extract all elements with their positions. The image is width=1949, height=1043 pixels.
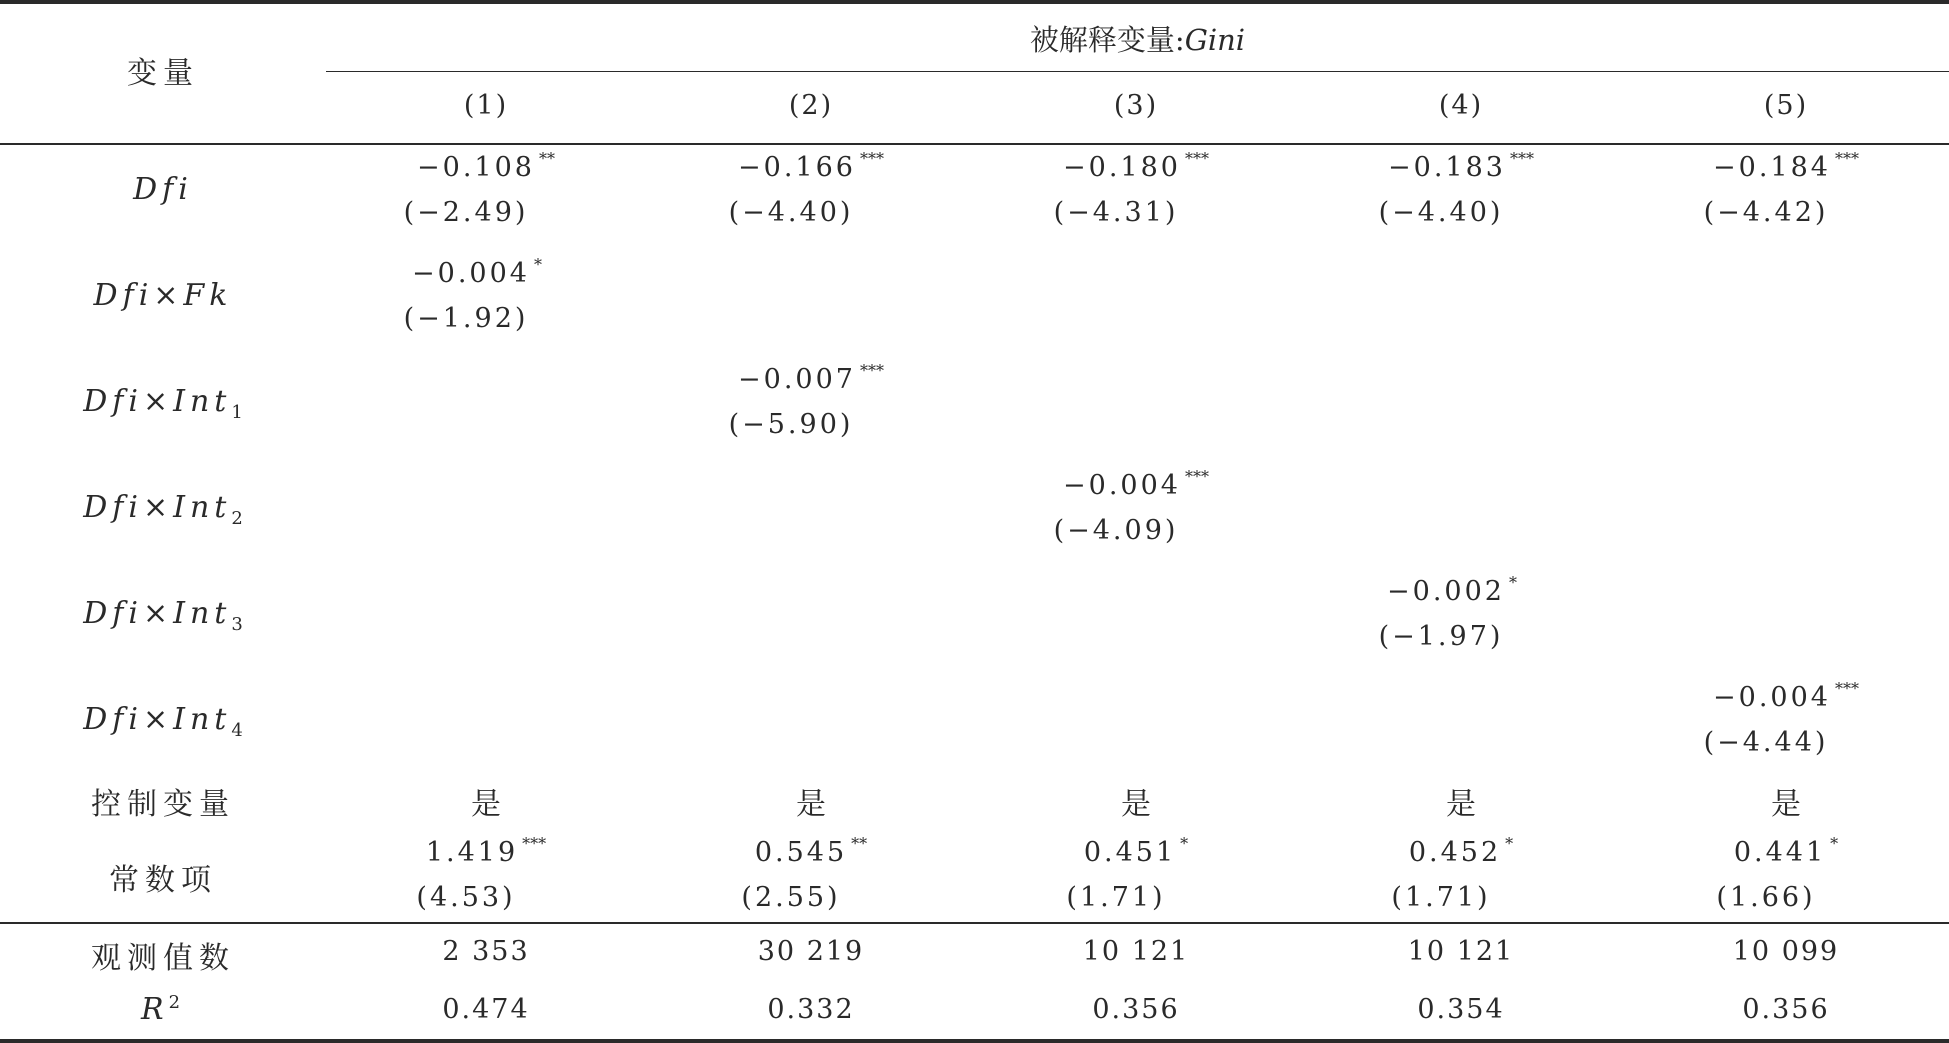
coef-dfi-int2-3: −0.004 *** bbox=[1063, 467, 1209, 501]
coef-dfi-int3-4: −0.002 * bbox=[1387, 573, 1517, 607]
table-bottom-rule bbox=[0, 1039, 1949, 1043]
row-label-dfi-int2: Dfi×Int$_2$ bbox=[83, 490, 243, 529]
row-label-constant: 常数项 bbox=[109, 863, 217, 898]
r-squared-value-2: 0.332 bbox=[767, 994, 855, 1025]
summary-rule bbox=[0, 922, 1949, 924]
tstat-dfi-int3-4: (−1.97) bbox=[1378, 621, 1504, 652]
dependent-var-name: Gini bbox=[1184, 23, 1246, 57]
observations-value-5: 10 099 bbox=[1732, 936, 1840, 967]
dependent-variable-header bbox=[326, 18, 1949, 59]
dependent-prefix: 被解释变量: bbox=[1029, 23, 1185, 57]
column-number-4: (4) bbox=[1438, 90, 1484, 121]
coef-dfi-4: −0.183 *** bbox=[1388, 149, 1534, 183]
header-sub-rule bbox=[326, 71, 1949, 72]
tstat-dfi-4: (−4.40) bbox=[1378, 197, 1504, 228]
controls-value-1: 是 bbox=[471, 787, 501, 822]
row-label-dfi-int1: Dfi×Int$_1$ bbox=[83, 384, 243, 423]
r-squared-value-1: 0.474 bbox=[442, 994, 530, 1025]
tstat-const-1: (4.53) bbox=[416, 882, 516, 913]
coef-dfi-int4-5: −0.004 *** bbox=[1713, 679, 1859, 713]
table-top-rule bbox=[0, 0, 1949, 4]
tstat-const-4: (1.71) bbox=[1391, 882, 1491, 913]
coef-dfi-1: −0.108 ** bbox=[417, 149, 555, 183]
row-label-dfi: Dfi bbox=[133, 172, 193, 207]
tstat-dfi-5: (−4.42) bbox=[1703, 197, 1829, 228]
tstat-dfi-3: (−4.31) bbox=[1053, 197, 1179, 228]
coef-dfi-2: −0.166 *** bbox=[738, 149, 884, 183]
row-label-controls: 控制变量 bbox=[91, 787, 235, 822]
column-number-2: (2) bbox=[788, 90, 834, 121]
column-number-1: (1) bbox=[463, 90, 509, 121]
tstat-dfi-fk-1: (−1.92) bbox=[403, 303, 529, 334]
controls-value-5: 是 bbox=[1771, 787, 1801, 822]
row-label-dfi-int4: Dfi×Int$_4$ bbox=[83, 702, 243, 741]
coef-const-4: 0.452 * bbox=[1408, 834, 1514, 868]
r-squared-value-3: 0.356 bbox=[1092, 994, 1180, 1025]
observations-value-1: 2 353 bbox=[442, 936, 530, 967]
controls-value-3: 是 bbox=[1121, 787, 1151, 822]
r-squared-value-5: 0.356 bbox=[1742, 994, 1830, 1025]
tstat-dfi-2: (−4.40) bbox=[728, 197, 854, 228]
observations-value-4: 10 121 bbox=[1407, 936, 1515, 967]
header-bottom-rule bbox=[0, 143, 1949, 145]
variable-column-header: 变量 bbox=[127, 56, 199, 91]
controls-value-2: 是 bbox=[796, 787, 826, 822]
r-squared-value-4: 0.354 bbox=[1417, 994, 1505, 1025]
tstat-const-2: (2.55) bbox=[741, 882, 841, 913]
column-number-3: (3) bbox=[1113, 90, 1159, 121]
row-label-dfi-fk: Dfi×Fk bbox=[93, 278, 233, 313]
controls-value-4: 是 bbox=[1446, 787, 1476, 822]
coef-const-2: 0.545 ** bbox=[754, 834, 868, 868]
coef-dfi-int1-2: −0.007 *** bbox=[738, 361, 884, 395]
column-number-5: (5) bbox=[1763, 90, 1809, 121]
coef-const-3: 0.451 * bbox=[1083, 834, 1189, 868]
tstat-const-5: (1.66) bbox=[1716, 882, 1816, 913]
coef-dfi-3: −0.180 *** bbox=[1063, 149, 1209, 183]
coef-const-5: 0.441 * bbox=[1733, 834, 1839, 868]
coef-dfi-fk-1: −0.004 * bbox=[412, 255, 542, 289]
observations-value-3: 10 121 bbox=[1082, 936, 1190, 967]
coef-const-1: 1.419 *** bbox=[425, 834, 547, 868]
tstat-dfi-int4-5: (−4.44) bbox=[1703, 727, 1829, 758]
observations-value-2: 30 219 bbox=[757, 936, 865, 967]
row-label-r-squared: $R^2$ bbox=[140, 992, 186, 1027]
tstat-dfi-int1-2: (−5.90) bbox=[728, 409, 854, 440]
row-label-dfi-int3: Dfi×Int$_3$ bbox=[83, 596, 243, 635]
tstat-dfi-1: (−2.49) bbox=[403, 197, 529, 228]
tstat-const-3: (1.71) bbox=[1066, 882, 1166, 913]
coef-dfi-5: −0.184 *** bbox=[1713, 149, 1859, 183]
tstat-dfi-int2-3: (−4.09) bbox=[1053, 515, 1179, 546]
row-label-observations: 观测值数 bbox=[91, 941, 235, 976]
